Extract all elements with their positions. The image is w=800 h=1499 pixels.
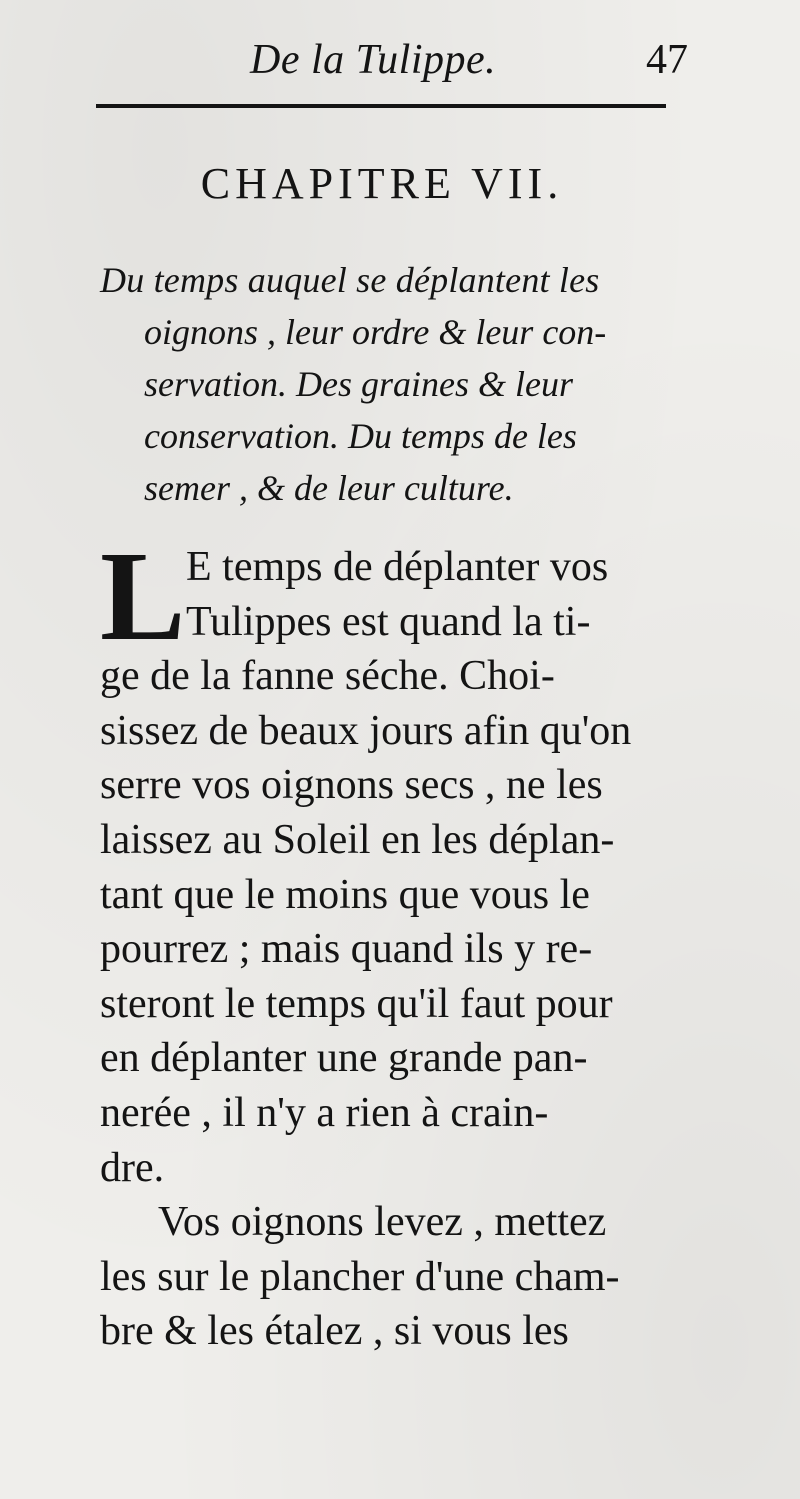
text-line: pourrez ; mais quand ils y re- [100, 926, 593, 973]
text-line: E temps de déplanter vos [186, 544, 609, 590]
text-line: les sur le plancher d'une cham- [100, 1253, 620, 1300]
summary-line: servation. Des graines & leur [144, 364, 573, 404]
text-line: steront le temps qu'il faut pour [100, 980, 613, 1027]
summary-line: Du temps auquel se déplantent les [100, 260, 600, 300]
text-line: Vos oignons levez , mettez [158, 1199, 607, 1246]
text-line: bre & les étalez , si vous les [100, 1308, 569, 1355]
text-line: sissez de beaux jours afin qu'on [100, 707, 632, 754]
chapter-summary [100, 254, 700, 514]
chapter-title: CHAPITRE VII. [200, 159, 564, 208]
text-line: serre vos oignons secs , ne les [100, 762, 603, 809]
text-line: ge de la fanne séche. Choi- [100, 653, 555, 700]
summary-line: conservation. Du temps de les [144, 416, 577, 456]
summary-line: oignons , leur ordre & leur con- [144, 312, 607, 352]
text-line: laissez au Soleil en les déplan- [100, 816, 615, 863]
text-line: Tulippes est quand la ti- [186, 598, 591, 645]
text-line: dre. [100, 1144, 165, 1191]
summary-line: semer , & de leur culture. [144, 468, 514, 508]
body-text [100, 525, 700, 1359]
text-line: nerée , il n'y a rien à crain- [100, 1089, 549, 1136]
header-rule [96, 104, 666, 108]
page-header [100, 28, 692, 88]
page-number: 47 [646, 37, 688, 83]
drop-cap: L [100, 525, 186, 667]
text-line: en déplanter une grande pan- [100, 1035, 588, 1082]
text-line: tant que le moins que vous le [100, 871, 590, 918]
running-title: De la Tulippe. [250, 37, 497, 83]
